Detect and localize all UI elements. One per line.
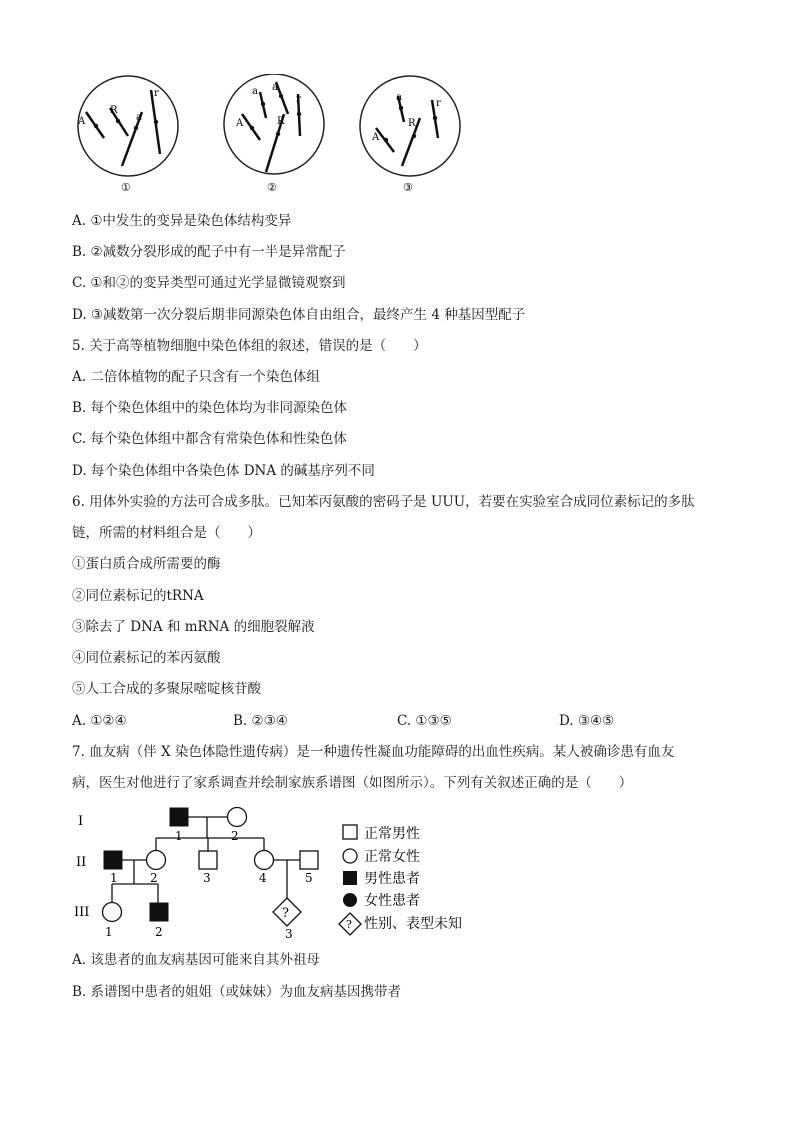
cell-2 bbox=[224, 74, 324, 174]
q6-stem-line1: 6. 用体外实验的方法可合成多肽。已知苯丙氨酸的密码子是 UUU，若要在实验室合成同位素标记的多肽 bbox=[72, 494, 695, 510]
q6-option-d: D. ③④⑤ bbox=[559, 713, 615, 729]
cell1-label-r: r bbox=[154, 88, 159, 99]
legend-affected-female-icon bbox=[343, 893, 357, 907]
gen2-num-1: 1 bbox=[110, 871, 118, 885]
gen3-2-affected-male bbox=[150, 903, 168, 921]
chromosome-cells-figure bbox=[76, 74, 476, 204]
gen2-num-3: 3 bbox=[203, 871, 211, 885]
cell1-label-A: A bbox=[78, 116, 86, 127]
gen-label-III: III bbox=[74, 905, 90, 920]
gen2-3-normal-male bbox=[199, 851, 217, 869]
q6-item-5: ⑤人工合成的多聚尿嘧啶核苷酸 bbox=[72, 681, 261, 697]
legend-affected-male: 男性患者 bbox=[364, 871, 420, 887]
gen2-2-normal-female bbox=[147, 851, 166, 870]
legend-normal-male-icon bbox=[343, 825, 357, 839]
q7-option-a: A. 该患者的血友病基因可能来自其外祖母 bbox=[72, 952, 320, 968]
gen3-num-2: 2 bbox=[155, 925, 163, 939]
q7-option-b: B. 系谱图中患者的姐姐（或妹妹）为血友病基因携带者 bbox=[72, 984, 402, 1000]
gen2-5-normal-male bbox=[300, 851, 318, 869]
cell1-label-R: R bbox=[110, 105, 118, 116]
cell2-label-A: A bbox=[236, 118, 244, 129]
legend-affected-female: 女性患者 bbox=[364, 893, 420, 909]
q4-option-b: B. ②减数分裂形成的配子中有一半是异常配子 bbox=[72, 244, 346, 260]
cell-1 bbox=[77, 76, 178, 176]
cell-3 bbox=[360, 76, 460, 176]
q4-option-a: A. ①中发生的变异是染色体结构变异 bbox=[72, 213, 292, 229]
legend-affected-male-icon bbox=[343, 871, 357, 885]
q6-option-b: B. ②③④ bbox=[233, 713, 288, 729]
legend-normal-male: 正常男性 bbox=[364, 826, 420, 842]
gen2-1-affected-male bbox=[104, 851, 122, 869]
q6-item-4: ④同位素标记的苯丙氨酸 bbox=[72, 650, 221, 666]
cell-caption-3: ③ bbox=[403, 181, 413, 194]
gen3-num-1: 1 bbox=[105, 925, 113, 939]
q4-option-c: C. ①和②的变异类型可通过光学显微镜观察到 bbox=[72, 275, 346, 291]
gen1-num-2: 2 bbox=[231, 829, 239, 843]
q6-stem-line2: 链，所需的材料组合是（ ） bbox=[72, 525, 261, 541]
cell-caption-1: ① bbox=[121, 181, 131, 194]
q7-stem-line2: 病，医生对他进行了家系调查并绘制家族系谱图（如图所示）。下列有关叙述正确的是（ ） bbox=[72, 775, 633, 791]
cell3-label-A: A bbox=[372, 132, 380, 143]
gen1-2-normal-female bbox=[228, 808, 247, 827]
cell-caption-2: ② bbox=[267, 181, 277, 194]
q6-item-3: ③除去了 DNA 和 mRNA 的细胞裂解液 bbox=[72, 619, 315, 635]
cell1-label-a: a bbox=[136, 112, 142, 123]
cell2-label-r: r bbox=[296, 94, 301, 105]
q5-stem: 5. 关于高等植物细胞中染色体组的叙述，错误的是（ ） bbox=[72, 338, 427, 354]
gen2-num-5: 5 bbox=[305, 871, 313, 885]
gen3-1-normal-female bbox=[103, 903, 122, 922]
gen-label-II: II bbox=[76, 855, 87, 870]
gen3-unknown-mark: ? bbox=[282, 906, 289, 921]
gen2-num-2: 2 bbox=[150, 871, 158, 885]
cell2-label-a1: a bbox=[252, 86, 258, 97]
gen2-4-normal-female bbox=[255, 851, 274, 870]
q5-option-d: D. 每个染色体组中各染色体 DNA 的碱基序列不同 bbox=[72, 463, 375, 479]
gen-label-I: I bbox=[78, 814, 84, 829]
q7-stem-line1: 7. 血友病（伴 X 染色体隐性遗传病）是一种遗传性凝血功能障碍的出血性疾病。某人被确诊患有血友 bbox=[72, 744, 675, 760]
cell3-label-r: r bbox=[436, 98, 441, 109]
gen1-1-affected-male bbox=[170, 808, 188, 826]
gen2-num-4: 4 bbox=[259, 871, 267, 885]
pedigree-chart bbox=[72, 800, 492, 940]
q6-option-c: C. ①③⑤ bbox=[397, 713, 452, 729]
q4-option-d: D. ③减数第一次分裂后期非同源染色体自由组合，最终产生 4 种基因型配子 bbox=[72, 307, 526, 323]
legend-unknown-mark: ? bbox=[346, 918, 352, 931]
gen1-num-1: 1 bbox=[175, 829, 183, 843]
legend-normal-female-icon bbox=[343, 849, 357, 863]
cell3-label-a: a bbox=[396, 92, 402, 103]
q6-option-a: A. ①②④ bbox=[72, 713, 127, 729]
q5-option-b: B. 每个染色体组中的染色体均为非同源染色体 bbox=[72, 400, 348, 416]
q5-option-c: C. 每个染色体组中都含有常染色体和性染色体 bbox=[72, 431, 347, 447]
cell3-label-R: R bbox=[408, 118, 416, 129]
q6-item-2: ②同位素标记的tRNA bbox=[72, 588, 204, 604]
legend-normal-female: 正常女性 bbox=[364, 849, 420, 865]
gen3-num-3: 3 bbox=[285, 927, 293, 940]
legend-unknown: 性别、表型未知 bbox=[364, 916, 462, 932]
q6-item-1: ①蛋白质合成所需要的酶 bbox=[72, 556, 221, 572]
q5-option-a: A. 二倍体植物的配子只含有一个染色体组 bbox=[72, 369, 320, 385]
cell2-label-R: R bbox=[277, 116, 285, 127]
cell2-label-a2: a bbox=[272, 82, 278, 93]
